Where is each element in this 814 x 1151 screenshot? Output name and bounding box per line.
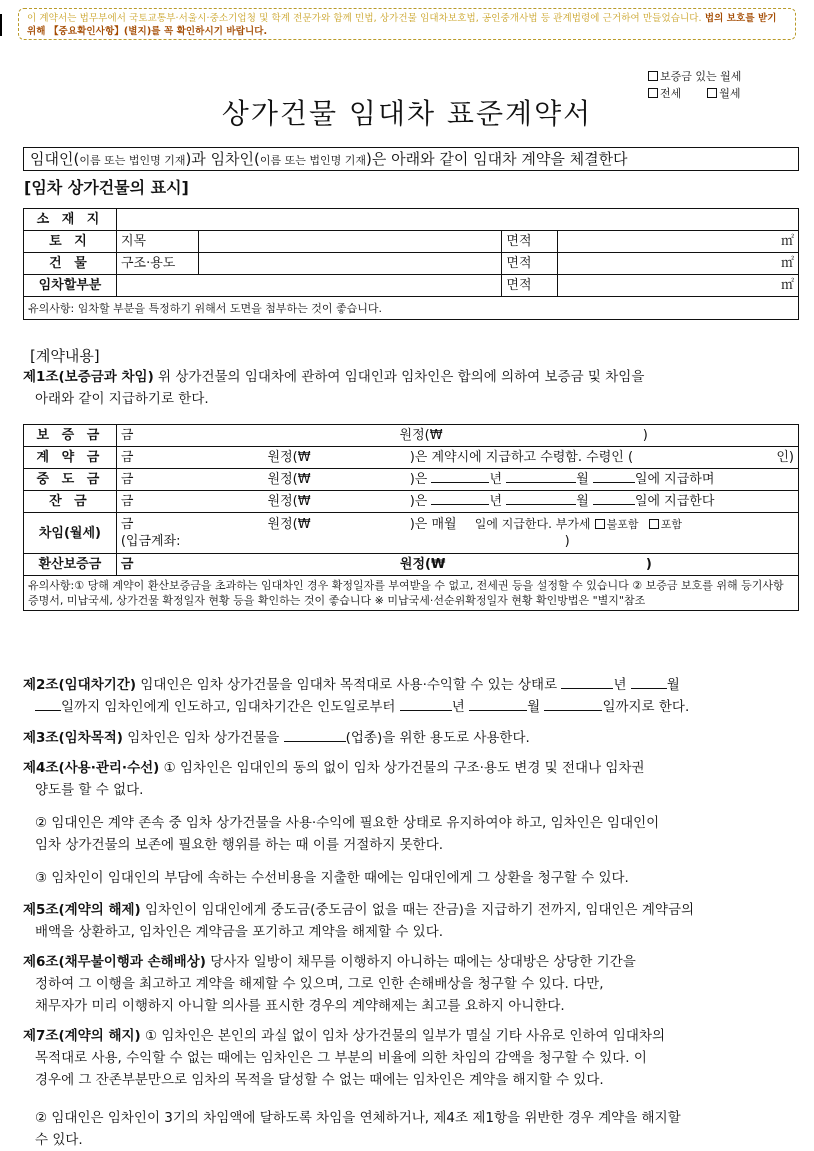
type-option-monthly[interactable]: 월세 — [707, 85, 740, 102]
table-row — [24, 297, 799, 320]
section-heading-contract: [계약내용] — [30, 347, 100, 365]
text-cursor — [0, 14, 2, 36]
table-row — [24, 554, 799, 576]
notice-box — [18, 8, 796, 40]
article-3-title: 제3조(임차목적) — [23, 730, 123, 746]
table-row — [24, 231, 799, 253]
location-field[interactable] — [116, 209, 798, 231]
label-land: 토 지 — [24, 231, 117, 253]
article-1-title: 제1조(보증금과 차임) — [23, 369, 154, 385]
article-4-clause-3: ③ 임차인이 임대인의 부담에 속하는 수선비용을 지출한 때에는 임대인에게 그 상환을 청구할 수 있다. — [35, 870, 629, 886]
converted-deposit-field[interactable]: 금 원정(₩ ) — [116, 554, 798, 576]
article-3: 제3조(임차목적) 임차인은 임차 상가건물을 (업종)을 위한 용도로 사용한다. — [23, 730, 530, 746]
article-7-title: 제7조(계약의 해지) — [23, 1028, 141, 1044]
notice-text: 이 계약서는 법무부에서 국토교통부·서울시·중소기업청 및 학계 전문가와 함께 민법, 상가건물 임대차보호법, 공인중개사법 등 관계법령에 근거하여 만들었습니다. — [27, 13, 702, 24]
property-note: 유의사항: 임차할 부분을 특정하기 위해서 도면을 첨부하는 것이 좋습니다. — [24, 297, 799, 320]
intro-statement: 임대인(이름 또는 법인명 기재)과 임차인(이름 또는 법인명 기재)은 아래와 같이 임대차 계약을 체결한다 — [23, 147, 799, 171]
article-2-title: 제2조(임대차기간) — [23, 677, 137, 693]
label-deposit: 보 증 금 — [24, 425, 117, 447]
land-area-field[interactable]: ㎡ — [558, 231, 799, 253]
table-row — [24, 209, 799, 231]
property-table — [23, 208, 799, 320]
land-area-label: 면적 — [502, 231, 558, 253]
section-heading-property: [임차 상가건물의 표시] — [24, 178, 189, 197]
article-4-clause-2: ② 임대인은 계약 존속 중 임차 상가건물을 사용·수익에 필요한 상태로 유지하여야 하고, 임차인은 임대인이 임차 상가건물의 보존에 필요한 행위를 하는 때 이를 거절하지 못한다. — [35, 815, 660, 853]
type-option-jeonse[interactable]: 전세 — [648, 85, 681, 102]
leased-area-field[interactable]: ㎡ — [558, 275, 799, 297]
notice-bold-text: 법의 보호를 받기 위해 【중요확인사항】(별지)를 꼭 확인하시기 바랍니다. — [27, 13, 777, 37]
article-2: 제2조(임대차기간) 임대인은 임차 상가건물을 임대차 목적대로 사용·수익할 수 있는 상태로 년 월 일까지 임차인에게 인도하고, 임대차기간은 인도일로부터 년 월 일까지로 한다. — [23, 677, 690, 715]
document-title: 상가건물 임대차 표준계약서 — [221, 97, 593, 130]
article-4: 제4조(사용·관리·수선) ① 임차인은 임대인의 동의 없이 임차 상가건물의 구조·용도 변경 및 전대나 임차권 양도를 할 수 없다. — [23, 760, 645, 798]
type-option-deposit-monthly[interactable]: 보증금 있는 월세 — [648, 68, 741, 85]
down-payment-field[interactable]: 금 원정(₩ )은 계약시에 지급하고 수령함. 수령인 ( 인) — [116, 447, 798, 469]
deposit-field[interactable]: 금 원정(₩ ) — [116, 425, 798, 447]
label-leased-part: 임차할부분 — [24, 275, 117, 297]
vat-included-checkbox[interactable]: 포함 — [649, 518, 682, 531]
building-area-label: 면적 — [502, 253, 558, 275]
label-middle-payment: 중 도 금 — [24, 469, 117, 491]
table-row — [24, 469, 799, 491]
vat-excluded-checkbox[interactable]: 불포함 — [595, 518, 639, 531]
table-row — [24, 275, 799, 297]
label-balance: 잔 금 — [24, 491, 117, 513]
article-5-title: 제5조(계약의 해제) — [23, 902, 141, 918]
building-type-field[interactable] — [198, 253, 501, 275]
article-1: 제1조(보증금과 차임) 위 상가건물의 임대차에 관하여 임대인과 임차인은 합의에 의하여 보증금 및 차임을 아래와 같이 지급하기로 한다. — [23, 369, 645, 407]
label-location: 소 재 지 — [24, 209, 117, 231]
table-row — [24, 447, 799, 469]
article-6: 제6조(채무불이행과 손해배상) 당사자 일방이 채무를 이행하지 아니하는 때에는 상대방은 상당한 기간을 정하여 그 이행을 최고하고 계약을 해제할 수 있으며, 그로 인한 손해배상을 청구할 수 있다. 다만, 채무자가 미리 이행하지 아니할 의사를 표시한 경우의 계약해제는 최고를 요하지 아니한다. — [23, 954, 636, 1014]
checkbox-icon — [648, 70, 660, 83]
balance-field[interactable]: 금 원정(₩ )은 년 월 일에 지급한다 — [116, 491, 798, 513]
article-7-clause-2: ② 임대인은 임차인이 3기의 차임액에 달하도록 차임을 연체하거나, 제4조 제1항을 위반한 경우 계약을 해지할 수 있다. — [35, 1110, 681, 1148]
article-5: 제5조(계약의 해제) 임차인이 임대인에게 중도금(중도금이 없을 때는 잔금)을 지급하기 전까지, 임대인은 계약금의 배액을 상환하고, 임차인은 계약금을 포기하고 계약을 해제할 수 있다. — [23, 902, 695, 940]
article-6-title: 제6조(채무불이행과 손해배상) — [23, 954, 206, 970]
leased-area-label: 면적 — [502, 275, 558, 297]
article-7: 제7조(계약의 해지) ① 임차인은 본인의 과실 없이 임차 상가건물의 일부가 멸실 기타 사유로 인하여 임대차의 목적대로 사용, 수익할 수 없는 때에는 임차인은 그 부분의 비율에 의한 차임의 감액을 청구할 수 있다. 이 경우에 그 잔존부분만으로 임차의 목적을 달성할 수 없는 때에는 임차인은 계약을 해지할 수 있다. — [23, 1028, 666, 1088]
payment-note: 유의사항:① 당해 계약이 환산보증금을 초과하는 임대차인 경우 확정일자를 부여받을 수 없고, 전세권 등을 설정할 수 있습니다 ② 보증금 보호를 위해 등기사항증명서, 미납국세, 상가건물 확정일자 현황 등을 확인하는 것이 좋습니다 ※ 미납국세·선순위확정일자 현황 확인방법은 "별지"참조 — [24, 576, 799, 611]
payment-table — [23, 424, 799, 611]
label-down-payment: 계 약 금 — [24, 447, 117, 469]
table-row — [24, 425, 799, 447]
article-4-title: 제4조(사용·관리·수선) — [23, 760, 160, 776]
table-row — [24, 576, 799, 611]
monthly-rent-field[interactable]: 금 원정(₩ )은 매월 일에 지급한다. 부가세 불포함 포함 (입금계좌: ) — [116, 513, 798, 554]
leased-part-field[interactable] — [116, 275, 501, 297]
middle-payment-field[interactable]: 금 원정(₩ )은 년 월 일에 지급하며 — [116, 469, 798, 491]
table-row — [24, 513, 799, 554]
label-building: 건 물 — [24, 253, 117, 275]
building-type-label: 구조·용도 — [116, 253, 198, 275]
land-type-label: 지목 — [116, 231, 198, 253]
label-monthly-rent: 차임(월세) — [24, 513, 117, 554]
table-row — [24, 491, 799, 513]
label-converted-deposit: 환산보증금 — [24, 554, 117, 576]
building-area-field[interactable]: ㎡ — [558, 253, 799, 275]
table-row — [24, 253, 799, 275]
land-type-field[interactable] — [198, 231, 501, 253]
